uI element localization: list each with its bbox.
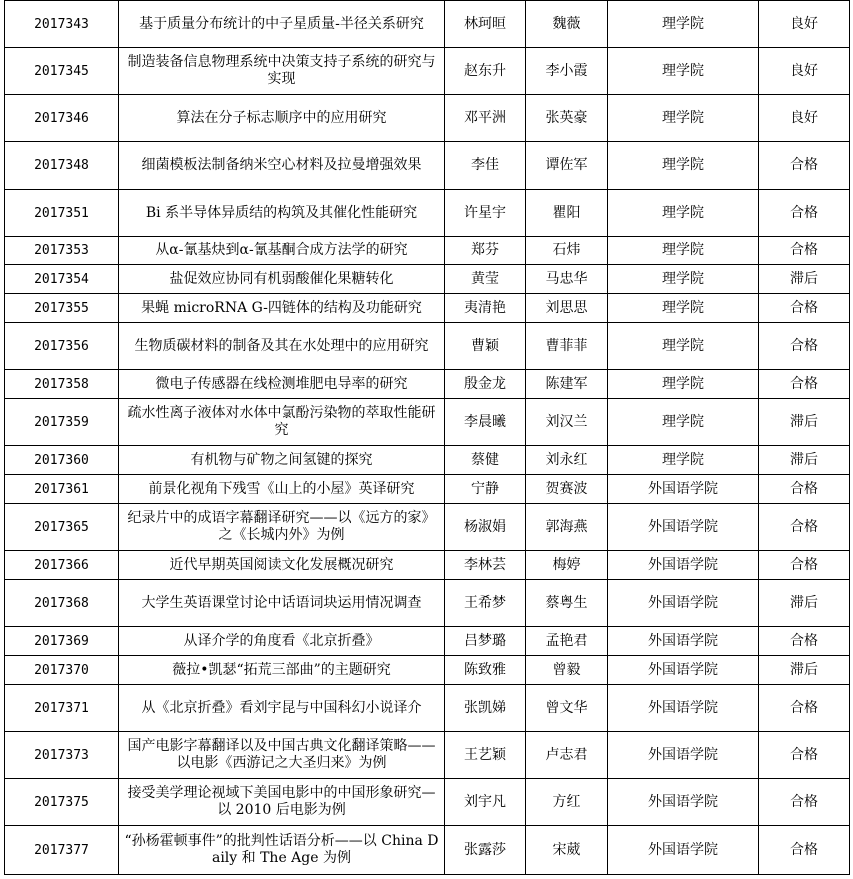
- project-title-cell: 从α-氰基炔到α-氰基酮合成方法学的研究: [119, 237, 445, 265]
- student-name-cell: 吕梦璐: [445, 627, 526, 656]
- grade-cell: 合格: [759, 826, 850, 875]
- college-cell: 外国语学院: [608, 475, 759, 504]
- grade-cell: 滞后: [759, 446, 850, 475]
- student-name-cell: 曹颖: [445, 323, 526, 370]
- advisor-name-cell: 谭佐军: [526, 142, 608, 190]
- project-id-cell: 2017361: [5, 475, 119, 504]
- table-row: [5, 475, 850, 504]
- student-name-cell: 宁静: [445, 475, 526, 504]
- project-id-cell: 2017355: [5, 294, 119, 323]
- project-id-cell: 2017373: [5, 732, 119, 779]
- student-name-cell: 王希梦: [445, 580, 526, 627]
- advisor-name-cell: 张英豪: [526, 95, 608, 142]
- table-row: [5, 48, 850, 95]
- project-id-cell: 2017371: [5, 685, 119, 732]
- advisor-name-cell: 卢志君: [526, 732, 608, 779]
- grade-cell: 滞后: [759, 580, 850, 627]
- college-cell: 外国语学院: [608, 826, 759, 875]
- college-cell: 外国语学院: [608, 627, 759, 656]
- advisor-name-cell: 宋葳: [526, 826, 608, 875]
- grade-cell: 合格: [759, 475, 850, 504]
- grade-cell: 滞后: [759, 656, 850, 685]
- student-name-cell: 张露莎: [445, 826, 526, 875]
- project-table: [4, 0, 850, 875]
- advisor-name-cell: 刘汉兰: [526, 399, 608, 446]
- advisor-name-cell: 陈建军: [526, 370, 608, 399]
- advisor-name-cell: 李小霞: [526, 48, 608, 95]
- grade-cell: 滞后: [759, 399, 850, 446]
- college-cell: 理学院: [608, 1, 759, 48]
- advisor-name-cell: 孟艳君: [526, 627, 608, 656]
- advisor-name-cell: 瞿阳: [526, 190, 608, 237]
- table-row: [5, 294, 850, 323]
- table-row: [5, 190, 850, 237]
- student-name-cell: 李晨曦: [445, 399, 526, 446]
- advisor-name-cell: 魏薇: [526, 1, 608, 48]
- project-id-cell: 2017354: [5, 265, 119, 294]
- college-cell: 理学院: [608, 48, 759, 95]
- college-cell: 外国语学院: [608, 580, 759, 627]
- college-cell: 外国语学院: [608, 732, 759, 779]
- college-cell: 理学院: [608, 323, 759, 370]
- college-cell: 外国语学院: [608, 685, 759, 732]
- project-id-cell: 2017365: [5, 504, 119, 551]
- table-row: [5, 732, 850, 779]
- college-cell: 理学院: [608, 265, 759, 294]
- table-row: [5, 779, 850, 826]
- college-cell: 外国语学院: [608, 551, 759, 580]
- project-title-cell: 盐促效应协同有机弱酸催化果糖转化: [119, 265, 445, 294]
- table-row: [5, 685, 850, 732]
- advisor-name-cell: 刘永红: [526, 446, 608, 475]
- project-id-cell: 2017358: [5, 370, 119, 399]
- grade-cell: 合格: [759, 190, 850, 237]
- student-name-cell: 赵东升: [445, 48, 526, 95]
- project-title-cell: 纪录片中的成语字幕翻译研究——以《远方的家》之《长城内外》为例: [119, 504, 445, 551]
- project-title-cell: “孙杨霍顿事件”的批判性话语分析——以 China Daily 和 The Age 为例: [119, 826, 445, 875]
- student-name-cell: 许星宇: [445, 190, 526, 237]
- project-id-cell: 2017348: [5, 142, 119, 190]
- project-title-cell: 疏水性离子液体对水体中氯酚污染物的萃取性能研究: [119, 399, 445, 446]
- project-title-cell: Bi 系半导体异质结的构筑及其催化性能研究: [119, 190, 445, 237]
- project-id-cell: 2017346: [5, 95, 119, 142]
- project-title-cell: 接受美学理论视域下美国电影中的中国形象研究—以 2010 后电影为例: [119, 779, 445, 826]
- advisor-name-cell: 马忠华: [526, 265, 608, 294]
- project-id-cell: 2017345: [5, 48, 119, 95]
- project-title-cell: 算法在分子标志顺序中的应用研究: [119, 95, 445, 142]
- student-name-cell: 王艺颖: [445, 732, 526, 779]
- student-name-cell: 蔡健: [445, 446, 526, 475]
- advisor-name-cell: 曾毅: [526, 656, 608, 685]
- grade-cell: 合格: [759, 294, 850, 323]
- project-title-cell: 细菌模板法制备纳米空心材料及拉曼增强效果: [119, 142, 445, 190]
- project-title-cell: 近代早期英国阅读文化发展概况研究: [119, 551, 445, 580]
- student-name-cell: 黄莹: [445, 265, 526, 294]
- student-name-cell: 李佳: [445, 142, 526, 190]
- project-title-cell: 生物质碳材料的制备及其在水处理中的应用研究: [119, 323, 445, 370]
- table-row: [5, 446, 850, 475]
- project-id-cell: 2017368: [5, 580, 119, 627]
- table-row: [5, 399, 850, 446]
- college-cell: 理学院: [608, 142, 759, 190]
- project-id-cell: 2017369: [5, 627, 119, 656]
- project-id-cell: 2017351: [5, 190, 119, 237]
- table-row: [5, 826, 850, 875]
- grade-cell: 合格: [759, 504, 850, 551]
- grade-cell: 合格: [759, 732, 850, 779]
- table-row: [5, 1, 850, 48]
- project-title-cell: 微电子传感器在线检测堆肥电导率的研究: [119, 370, 445, 399]
- grade-cell: 合格: [759, 142, 850, 190]
- student-name-cell: 林珂晅: [445, 1, 526, 48]
- college-cell: 理学院: [608, 237, 759, 265]
- advisor-name-cell: 曹菲菲: [526, 323, 608, 370]
- grade-cell: 良好: [759, 95, 850, 142]
- advisor-name-cell: 梅婷: [526, 551, 608, 580]
- table-row: [5, 580, 850, 627]
- grade-cell: 滞后: [759, 265, 850, 294]
- table-row: [5, 323, 850, 370]
- project-id-cell: 2017370: [5, 656, 119, 685]
- project-title-cell: 基于质量分布统计的中子星质量-半径关系研究: [119, 1, 445, 48]
- grade-cell: 合格: [759, 779, 850, 826]
- table-row: [5, 551, 850, 580]
- advisor-name-cell: 蔡粤生: [526, 580, 608, 627]
- student-name-cell: 杨淑娟: [445, 504, 526, 551]
- table-row: [5, 656, 850, 685]
- grade-cell: 良好: [759, 1, 850, 48]
- project-title-cell: 从《北京折叠》看刘宇昆与中国科幻小说译介: [119, 685, 445, 732]
- college-cell: 外国语学院: [608, 504, 759, 551]
- project-title-cell: 果蝇 microRNA G-四链体的结构及功能研究: [119, 294, 445, 323]
- grade-cell: 合格: [759, 627, 850, 656]
- project-title-cell: 大学生英语课堂讨论中话语词块运用情况调查: [119, 580, 445, 627]
- project-title-cell: 从译介学的角度看《北京折叠》: [119, 627, 445, 656]
- project-id-cell: 2017360: [5, 446, 119, 475]
- project-title-cell: 国产电影字幕翻译以及中国古典文化翻译策略——以电影《西游记之大圣归来》为例: [119, 732, 445, 779]
- student-name-cell: 陈致雅: [445, 656, 526, 685]
- project-id-cell: 2017377: [5, 826, 119, 875]
- project-id-cell: 2017343: [5, 1, 119, 48]
- student-name-cell: 张凯娣: [445, 685, 526, 732]
- advisor-name-cell: 郭海燕: [526, 504, 608, 551]
- project-title-cell: 有机物与矿物之间氢键的探究: [119, 446, 445, 475]
- student-name-cell: 郑芬: [445, 237, 526, 265]
- project-id-cell: 2017353: [5, 237, 119, 265]
- grade-cell: 合格: [759, 370, 850, 399]
- college-cell: 理学院: [608, 190, 759, 237]
- advisor-name-cell: 方红: [526, 779, 608, 826]
- college-cell: 理学院: [608, 399, 759, 446]
- college-cell: 外国语学院: [608, 656, 759, 685]
- project-id-cell: 2017356: [5, 323, 119, 370]
- project-id-cell: 2017375: [5, 779, 119, 826]
- college-cell: 外国语学院: [608, 779, 759, 826]
- college-cell: 理学院: [608, 294, 759, 323]
- project-id-cell: 2017359: [5, 399, 119, 446]
- student-name-cell: 邓平洲: [445, 95, 526, 142]
- grade-cell: 合格: [759, 323, 850, 370]
- advisor-name-cell: 石炜: [526, 237, 608, 265]
- table-row: [5, 627, 850, 656]
- advisor-name-cell: 曾文华: [526, 685, 608, 732]
- college-cell: 理学院: [608, 95, 759, 142]
- student-name-cell: 刘宇凡: [445, 779, 526, 826]
- project-title-cell: 薇拉•凯瑟“拓荒三部曲”的主题研究: [119, 656, 445, 685]
- project-title-cell: 前景化视角下残雪《山上的小屋》英译研究: [119, 475, 445, 504]
- grade-cell: 合格: [759, 551, 850, 580]
- student-name-cell: 殷金龙: [445, 370, 526, 399]
- table-row: [5, 370, 850, 399]
- grade-cell: 合格: [759, 685, 850, 732]
- project-title-cell: 制造装备信息物理系统中决策支持子系统的研究与实现: [119, 48, 445, 95]
- table-row: [5, 142, 850, 190]
- student-name-cell: 李林芸: [445, 551, 526, 580]
- table-row: [5, 265, 850, 294]
- grade-cell: 合格: [759, 237, 850, 265]
- college-cell: 理学院: [608, 446, 759, 475]
- table-row: [5, 504, 850, 551]
- student-name-cell: 夷清艳: [445, 294, 526, 323]
- college-cell: 理学院: [608, 370, 759, 399]
- grade-cell: 良好: [759, 48, 850, 95]
- project-table-body: [5, 1, 850, 875]
- advisor-name-cell: 刘思思: [526, 294, 608, 323]
- table-row: [5, 237, 850, 265]
- advisor-name-cell: 贺赛波: [526, 475, 608, 504]
- table-row: [5, 95, 850, 142]
- project-id-cell: 2017366: [5, 551, 119, 580]
